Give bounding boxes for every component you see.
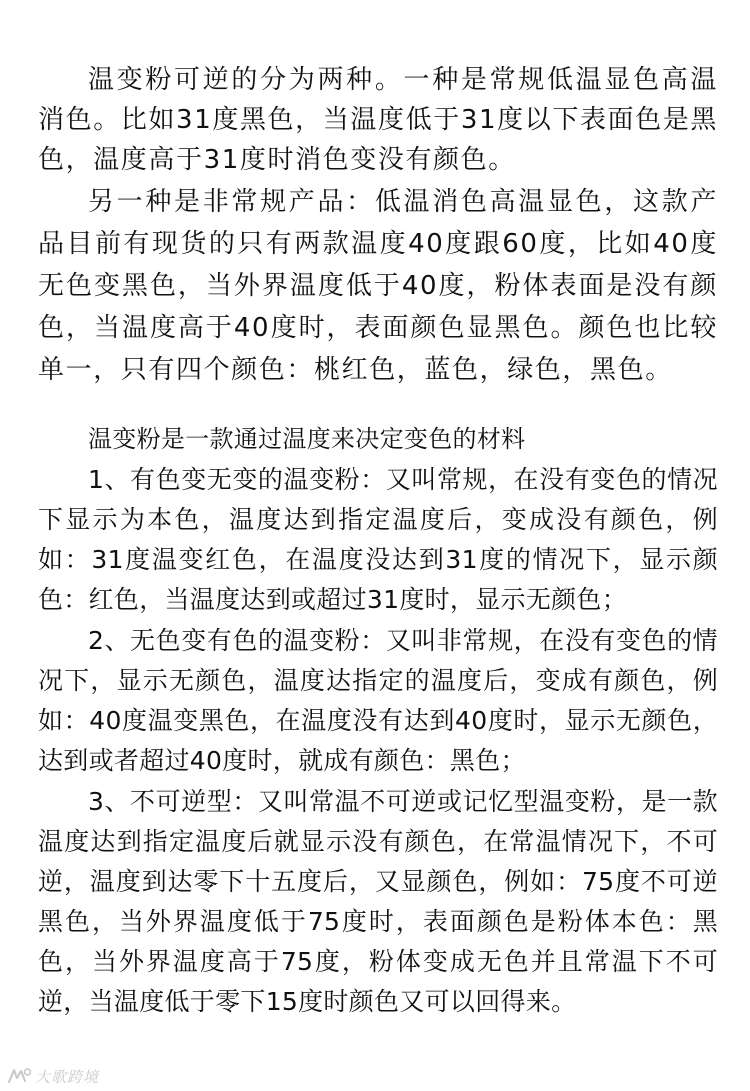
- watermark-text: 大歌跨境: [35, 1067, 100, 1086]
- watermark: [6, 1064, 99, 1088]
- paragraph-type-3: 3、不可逆型：又叫常温不可逆或记忆型温变粉，是一款温度达到指定温度后就显示没有颜色，在常温情况下，不可逆，温度到达零下十五度后，又显颜色，例如：75度不可逆黑色，当外界温度低于75度时，表面颜色是粉体本色：黑色，当外界温度高于75度，粉体变成无色并且常温下不可逆，当温度低于零下15度时颜色又可以回得来。: [38, 787, 718, 1016]
- paragraph-type-1: 1、有色变无变的温变粉：又叫常规，在没有变色的情况下显示为本色，温度达到指定温度后，变成没有颜色，例如：31度温变红色，在温度没达到31度的情况下，显示颜色：红色，当温度达到或超过31度时，显示无颜色；: [38, 465, 718, 614]
- section-heading: 温变粉是一款通过温度来决定变色的材料: [88, 425, 526, 453]
- brand-logo-icon: [6, 1066, 32, 1086]
- paragraph-non-conventional: 另一种是非常规产品：低温消色高温显色，这款产品目前有现货的只有两款温度40度跟60度，比如40度无色变黑色，当外界温度低于40度，粉体表面是没有颜色，当温度高于40度时，表面颜色显黑色。颜色也比较单一，只有四个颜色：桃红色，蓝色，绿色，黑色。: [38, 187, 718, 385]
- paragraph-reversible-types: 温变粉可逆的分为两种。一种是常规低温显色高温消色。比如31度黑色，当温度低于31度以下表面色是黑色，温度高于31度时消色变没有颜色。: [38, 65, 718, 175]
- paragraph-type-2: 2、无色变有色的温变粉：又叫非常规，在没有变色的情况下，显示无颜色，温度达指定的温度后，变成有颜色，例如：40度温变黑色，在温度没有达到40度时，显示无颜色，达到或者超过40度时，就成有颜色：黑色；: [38, 626, 718, 775]
